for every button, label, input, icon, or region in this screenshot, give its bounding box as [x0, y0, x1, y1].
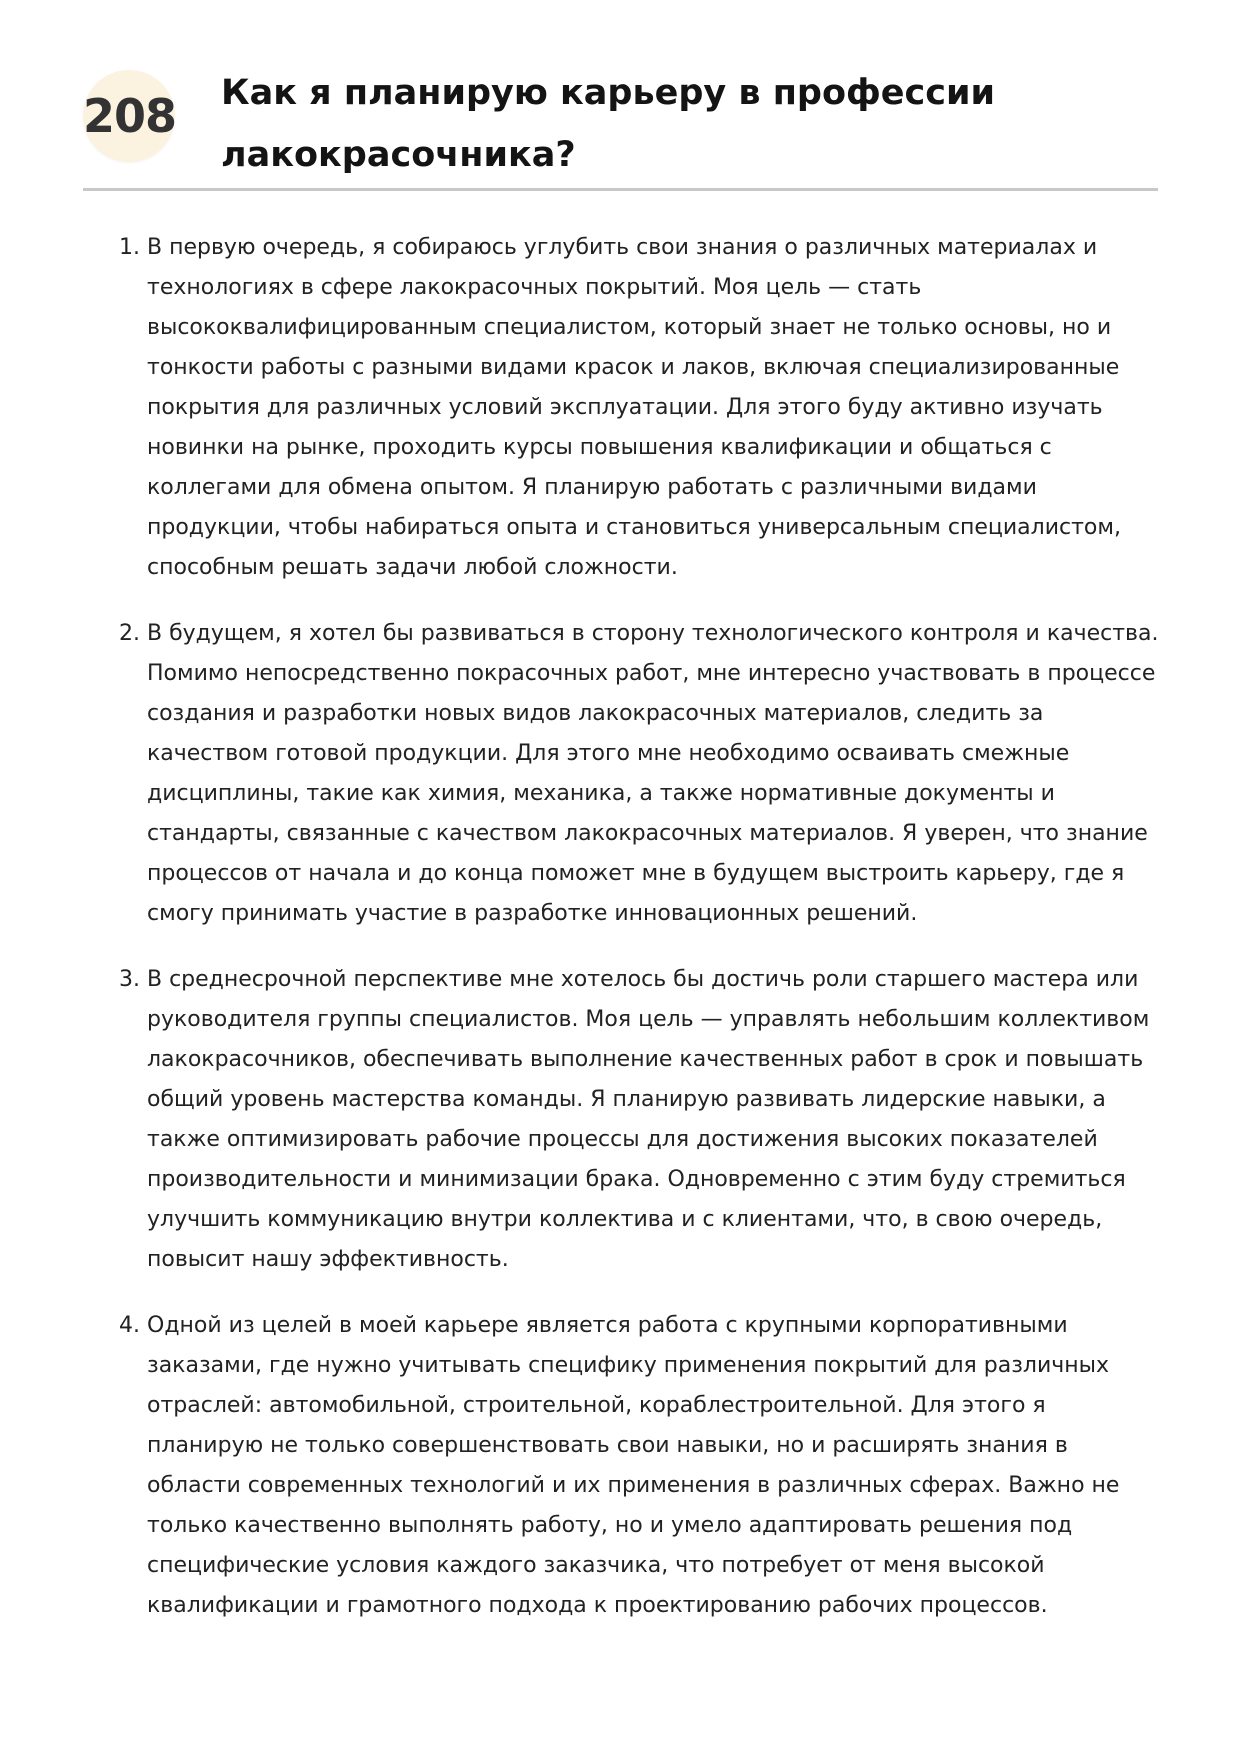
numbered-list — [115, 228, 1165, 1626]
page-header — [83, 56, 1158, 191]
list-item — [115, 614, 1165, 934]
page-title-line-2: лакокрасочника? — [221, 135, 576, 175]
page-title — [221, 62, 1121, 186]
list-item-number: 4. — [119, 1313, 140, 1338]
list-item — [115, 1306, 1165, 1626]
list-item-number: 3. — [119, 967, 140, 992]
list-item — [115, 960, 1165, 1280]
list-item — [115, 228, 1165, 588]
list-item-number: 2. — [119, 621, 140, 646]
list-item-text: В среднесрочной перспективе мне хотелось бы достичь роли старшего мастера или руководителя группы специалистов. Моя цель — управлять небольшим коллективом лакокрасочников, обеспечивать выполнение качественных работ в срок и повышать общий уровень мастерства команды. Я планирую развивать лидерские навыки, а также оптимизировать рабочие процессы для достижения высоких показателей производительности и минимизации брака. Одновременно с этим буду стремиться улучшить коммуникацию внутри коллектива и с клиентами, что, в свою очередь, повысит нашу эффективность. — [147, 967, 1150, 1272]
list-item-text: В будущем, я хотел бы развиваться в сторону технологического контроля и качества. Помимо непосредственно покрасочных работ, мне интересно участвовать в процессе создания и разработки новых видов лакокрасочных материалов, следить за качеством готовой продукции. Для этого мне необходимо осваивать смежные дисциплины, такие как химия, механика, а также нормативные документы и стандарты, связанные с качеством лакокрасочных материалов. Я уверен, что знание процессов от начала и до конца поможет мне в будущем выстроить карьеру, где я смогу принимать участие в разработке инновационных решений. — [147, 621, 1159, 926]
list-item-number: 1. — [119, 235, 140, 260]
page-title-line-1: Как я планирую карьеру в профессии — [221, 73, 996, 113]
list-item-text: В первую очередь, я собираюсь углубить свои знания о различных материалах и технологиях в сфере лакокрасочных покрытий. Моя цель — стать высококвалифицированным специалистом, который знает не только основы, но и тонкости работы с разными видами красок и лаков, включая специализированные покрытия для различных условий эксплуатации. Для этого буду активно изучать новинки на рынке, проходить курсы повышения квалификации и общаться с коллегами для обмена опытом. Я планирую работать с различными видами продукции, чтобы набираться опыта и становиться универсальным специалистом, способным решать задачи любой сложности. — [147, 235, 1121, 580]
list-item-text: Одной из целей в моей карьере является работа с крупными корпоративными заказами, где нужно учитывать специфику применения покрытий для различных отраслей: автомобильной, строительной, кораблестроительной. Для этого я планирую не только совершенствовать свои навыки, но и расширять знания в области современных технологий и их применения в различных сферах. Важно не только качественно выполнять работу, но и умело адаптировать решения под специфические условия каждого заказчика, что потребует от меня высокой квалификации и грамотного подхода к проектированию рабочих процессов. — [147, 1313, 1120, 1618]
page-number: 208 — [83, 89, 177, 143]
page-number-badge — [83, 70, 175, 162]
article-body — [115, 228, 1165, 1652]
